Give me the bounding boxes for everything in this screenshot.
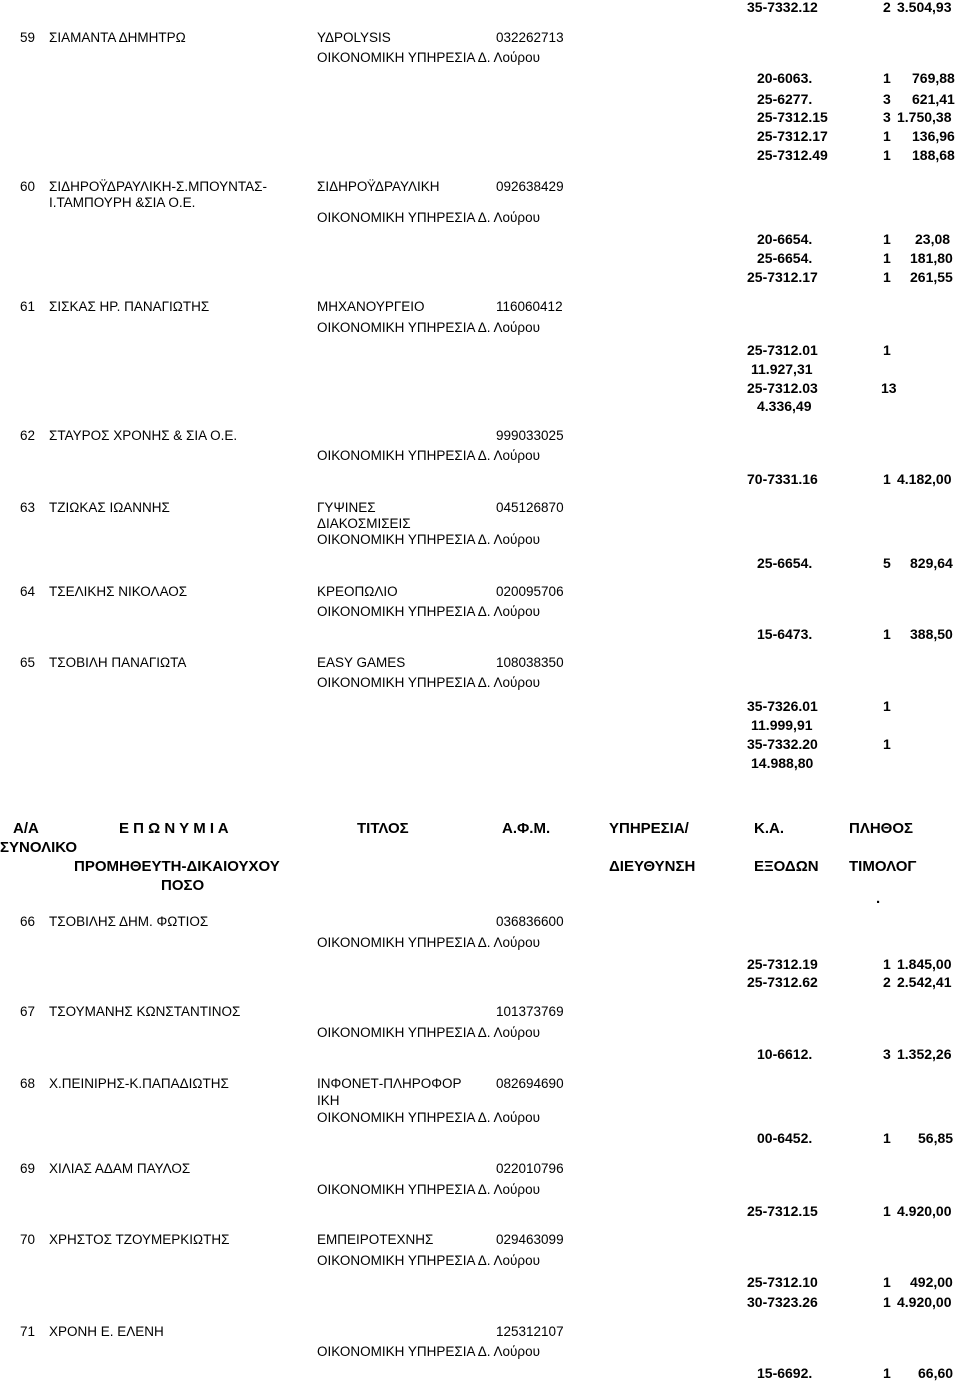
service: ΟΙΚΟΝΟΜΙΚΗ ΥΠΗΡΕΣΙΑ Δ. Λούρου: [317, 604, 540, 619]
quantity: 1: [883, 471, 891, 487]
quantity: 1: [883, 736, 891, 752]
business-title: ΓΥΨΙΝΕΣ: [317, 500, 376, 515]
record-number: 59: [20, 30, 36, 45]
supplier-name: ΧΡΟΝΗ Ε. ΕΛΕΝΗ: [49, 1324, 164, 1339]
afm: 999033025: [496, 428, 564, 443]
expense-code: 25-6277.: [757, 91, 813, 107]
supplier-name: Χ.ΠΕΙΝΙΡΗΣ-Κ.ΠΑΠΑΔΙΩΤΗΣ: [49, 1076, 229, 1091]
amount: 4.336,49: [757, 398, 812, 414]
amount: 492,00: [910, 1274, 953, 1290]
quantity: 1: [883, 231, 891, 247]
amount: 11.999,91: [751, 717, 813, 733]
afm: 108038350: [496, 655, 564, 670]
quantity: 1: [883, 147, 891, 163]
expense-code: 35-7326.01: [747, 698, 818, 714]
expense-code: 15-6692.: [757, 1365, 813, 1381]
quantity: 1: [883, 698, 891, 714]
expense-code: 25-7312.49: [757, 147, 828, 163]
afm: 029463099: [496, 1232, 564, 1247]
quantity: 1: [883, 956, 891, 972]
business-title: ΕΜΠΕΙΡΟΤΕΧΝΗΣ: [317, 1232, 434, 1247]
afm: 125312107: [496, 1324, 564, 1339]
amount: 621,41: [912, 91, 955, 107]
service: ΟΙΚΟΝΟΜΙΚΗ ΥΠΗΡΕΣΙΑ Δ. Λούρου: [317, 320, 540, 335]
quantity: 1: [883, 626, 891, 642]
header-exodon: ΕΞΟΔΩΝ: [754, 858, 819, 875]
supplier-name: ΤΣΟΥΜΑΝΗΣ ΚΩΝΣΤΑΝΤΙΝΟΣ: [49, 1004, 241, 1019]
record-number: 67: [20, 1004, 36, 1019]
service: ΟΙΚΟΝΟΜΙΚΗ ΥΠΗΡΕΣΙΑ Δ. Λούρου: [317, 448, 540, 463]
amount: 1.352,26: [897, 1046, 952, 1062]
quantity: 1: [883, 342, 891, 358]
amount: 829,64: [910, 555, 953, 571]
header-dot: .: [876, 890, 881, 907]
service: ΟΙΚΟΝΟΜΙΚΗ ΥΠΗΡΕΣΙΑ Δ. Λούρου: [317, 1025, 540, 1040]
header-ypiresia: ΥΠΗΡΕΣΙΑ/: [609, 820, 689, 837]
expense-code: 25-7312.10: [747, 1274, 818, 1290]
expense-code: 25-7312.15: [747, 1203, 818, 1219]
quantity: 3: [883, 1046, 891, 1062]
service: ΟΙΚΟΝΟΜΙΚΗ ΥΠΗΡΕΣΙΑ Δ. Λούρου: [317, 1182, 540, 1197]
service: ΟΙΚΟΝΟΜΙΚΗ ΥΠΗΡΕΣΙΑ Δ. Λούρου: [317, 50, 540, 65]
record-number: 60: [20, 179, 36, 194]
supplier-name: ΣΙΣΚΑΣ ΗΡ. ΠΑΝΑΓΙΩΤΗΣ: [49, 299, 210, 314]
afm: 101373769: [496, 1004, 564, 1019]
quantity: 13: [881, 380, 897, 396]
expense-code: 20-6063.: [757, 70, 813, 86]
amount: 4.920,00: [897, 1203, 952, 1219]
quantity: 1: [883, 70, 891, 86]
expense-code: 25-7312.17: [757, 128, 828, 144]
supplier-name: ΣΤΑΥΡΟΣ ΧΡΟΝΗΣ & ΣΙΑ Ο.Ε.: [49, 428, 238, 443]
afm: 020095706: [496, 584, 564, 599]
record-number: 68: [20, 1076, 36, 1091]
business-title: ΥΔPOLYSIS: [317, 30, 391, 45]
header-titlos: ΤΙΤΛΟΣ: [357, 820, 409, 837]
amount: 14.988,80: [751, 755, 814, 771]
afm: 032262713: [496, 30, 564, 45]
service: ΟΙΚΟΝΟΜΙΚΗ ΥΠΗΡΕΣΙΑ Δ. Λούρου: [317, 1253, 540, 1268]
amount: 769,88: [912, 70, 955, 86]
expense-code: 35-7332.12: [747, 0, 818, 15]
quantity: 2: [883, 974, 891, 990]
expense-code: 25-7312.19: [747, 956, 818, 972]
expense-code: 00-6452.: [757, 1130, 813, 1146]
expense-code: 25-7312.03: [747, 380, 818, 396]
afm: 045126870: [496, 500, 564, 515]
amount: 23,08: [915, 231, 951, 247]
header-promitheyti: ΠΡΟΜΗΘΕΥΤΗ-ΔΙΚΑΙΟΥΧΟΥ: [74, 858, 280, 875]
header-aa: Α/Α: [13, 820, 39, 837]
afm: 036836600: [496, 914, 564, 929]
supplier-name: ΤΣΟΒΙΛΗ ΠΑΝΑΓΙΩΤΑ: [49, 655, 187, 670]
record-number: 64: [20, 584, 36, 599]
amount: 261,55: [910, 269, 953, 285]
amount: 3.504,93: [897, 0, 952, 15]
supplier-name: ΣΙΑΜΑΝΤΑ ΔΗΜΗΤΡΩ: [49, 30, 186, 45]
quantity: 2: [883, 0, 891, 15]
service: ΟΙΚΟΝΟΜΙΚΗ ΥΠΗΡΕΣΙΑ Δ. Λούρου: [317, 210, 540, 225]
amount: 2.542,41: [897, 974, 952, 990]
expense-code: 10-6612.: [757, 1046, 813, 1062]
quantity: 5: [883, 555, 891, 571]
amount: 11.927,31: [751, 361, 813, 377]
quantity: 3: [883, 91, 891, 107]
supplier-name: ΧΡΗΣΤΟΣ ΤΖΟΥΜΕΡΚΙΩΤΗΣ: [49, 1232, 230, 1247]
expense-code: 15-6473.: [757, 626, 813, 642]
header-eponymia: Ε Π Ω Ν Υ Μ Ι Α: [119, 820, 229, 837]
quantity: 1: [883, 1365, 891, 1381]
quantity: 1: [883, 1294, 891, 1310]
header-poso: ΠΟΣΟ: [161, 877, 205, 894]
record-number: 66: [20, 914, 36, 929]
business-title: ΙΝΦΟΝΕΤ-ΠΛΗΡΟΦΟΡ: [317, 1076, 462, 1091]
amount: 388,50: [910, 626, 953, 642]
service: ΟΙΚΟΝΟΜΙΚΗ ΥΠΗΡΕΣΙΑ Δ. Λούρου: [317, 532, 540, 547]
expense-code: 25-6654.: [757, 555, 813, 571]
amount: 188,68: [912, 147, 955, 163]
supplier-name-line2: Ι.ΤΑΜΠΟΥΡΗ &ΣΙΑ Ο.Ε.: [49, 195, 196, 210]
business-title: ΣΙΔΗΡΟΫΔΡΑΥΛΙΚΗ: [317, 179, 440, 194]
supplier-name: ΤΣΟΒΙΛΗΣ ΔΗΜ. ΦΩΤΙΟΣ: [49, 914, 209, 929]
quantity: 1: [883, 250, 891, 266]
header-timolog: ΤΙΜΟΛΟΓ: [849, 858, 917, 875]
supplier-name: ΣΙΔΗΡΟΫΔΡΑΥΛΙΚΗ-Σ.ΜΠΟΥΝΤΑΣ-: [49, 179, 267, 194]
business-title: EASY GAMES: [317, 655, 406, 670]
record-number: 65: [20, 655, 36, 670]
quantity: 1: [883, 128, 891, 144]
expense-code: 25-7312.17: [747, 269, 818, 285]
expense-code: 70-7331.16: [747, 471, 818, 487]
amount: 56,85: [918, 1130, 954, 1146]
amount: 4.182,00: [897, 471, 952, 487]
header-afm: Α.Φ.Μ.: [502, 820, 551, 837]
record-number: 61: [20, 299, 36, 314]
quantity: 1: [883, 269, 891, 285]
business-title-line2: ΔΙΑΚΟΣΜΙΣΕΙΣ: [317, 516, 411, 531]
supplier-name: ΤΣΕΛΙΚΗΣ ΝΙΚΟΛΑΟΣ: [49, 584, 188, 599]
expense-code: 25-6654.: [757, 250, 813, 266]
expense-code: 25-7312.62: [747, 974, 818, 990]
record-number: 63: [20, 500, 36, 515]
amount: 181,80: [910, 250, 953, 266]
business-title-line2: ΙΚΗ: [317, 1093, 340, 1108]
afm: 022010796: [496, 1161, 564, 1176]
record-number: 71: [20, 1324, 36, 1339]
header-ka: Κ.Α.: [754, 820, 784, 837]
quantity: 1: [883, 1203, 891, 1219]
amount: 4.920,00: [897, 1294, 952, 1310]
record-number: 69: [20, 1161, 36, 1176]
afm: 092638429: [496, 179, 564, 194]
header-dieythynsi: ΔΙΕΥΘΥΝΣΗ: [609, 858, 696, 875]
record-number: 62: [20, 428, 36, 443]
amount: 136,96: [912, 128, 955, 144]
amount: 1.750,38: [897, 109, 952, 125]
amount: 1.845,00: [897, 956, 952, 972]
business-title: ΜΗΧΑΝΟΥΡΓΕΙΟ: [317, 299, 425, 314]
expense-code: 25-7312.15: [757, 109, 828, 125]
header-plithos: ΠΛΗΘΟΣ: [849, 820, 914, 837]
record-number: 70: [20, 1232, 36, 1247]
afm: 116060412: [496, 299, 563, 314]
expense-code: 30-7323.26: [747, 1294, 818, 1310]
service: ΟΙΚΟΝΟΜΙΚΗ ΥΠΗΡΕΣΙΑ Δ. Λούρου: [317, 935, 540, 950]
quantity: 1: [883, 1130, 891, 1146]
afm: 082694690: [496, 1076, 564, 1091]
quantity: 1: [883, 1274, 891, 1290]
expense-code: 20-6654.: [757, 231, 813, 247]
business-title: ΚΡΕΟΠΩΛΙΟ: [317, 584, 398, 599]
expense-code: 35-7332.20: [747, 736, 818, 752]
service: ΟΙΚΟΝΟΜΙΚΗ ΥΠΗΡΕΣΙΑ Δ. Λούρου: [317, 1344, 540, 1359]
supplier-name: ΧΙΛΙΑΣ ΑΔΑΜ ΠΑΥΛΟΣ: [49, 1161, 191, 1176]
service: ΟΙΚΟΝΟΜΙΚΗ ΥΠΗΡΕΣΙΑ Δ. Λούρου: [317, 1110, 540, 1125]
supplier-name: ΤΖΙΩΚΑΣ ΙΩΑΝΝΗΣ: [49, 500, 170, 515]
service: ΟΙΚΟΝΟΜΙΚΗ ΥΠΗΡΕΣΙΑ Δ. Λούρου: [317, 675, 540, 690]
amount: 66,60: [918, 1365, 954, 1381]
header-synoliko: ΣΥΝΟΛΙΚΟ: [0, 839, 78, 856]
quantity: 3: [883, 109, 891, 125]
expense-code: 25-7312.01: [747, 342, 818, 358]
